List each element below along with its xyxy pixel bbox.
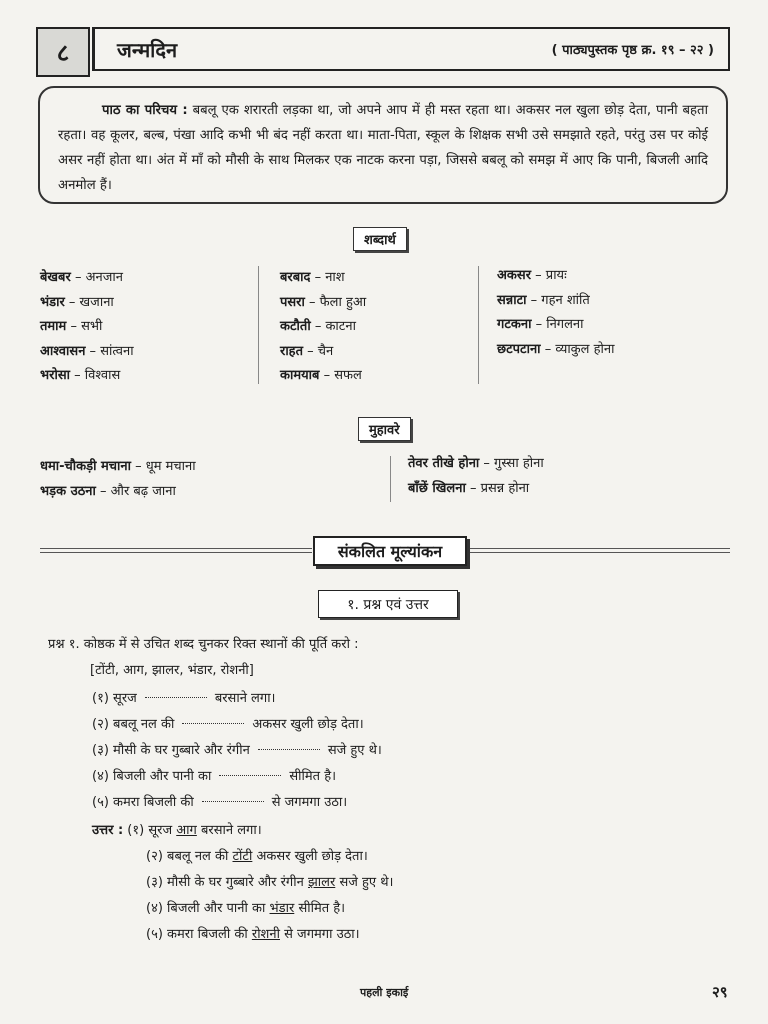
vocab-column-1 <box>40 266 134 389</box>
vocab-item: बेखबर – अनजान <box>40 270 123 285</box>
blank-sentence: (५) कमरा बिजली की से जगमगा उठा। <box>92 795 348 810</box>
chapter-title-box <box>92 27 730 71</box>
idiom-item: तेवर तीखे होना – गुस्सा होना <box>408 456 544 471</box>
chapter-number: ८ <box>36 27 90 77</box>
vocab-item: भरोसा – विश्वास <box>40 368 121 383</box>
answer-line: (४) बिजली और पानी का भंडार सीमित है। <box>146 901 346 916</box>
blank-sentence: (३) मौसी के घर गुब्बारे और रंगीन सजे हुए थे। <box>92 743 382 758</box>
chapter-title: जन्मदिन <box>117 37 178 62</box>
idioms-column-1 <box>40 454 196 504</box>
vocab-item: पसरा – फैला हुआ <box>280 294 367 310</box>
vocab-label: शब्दार्थ <box>353 227 407 251</box>
vocab-column-3 <box>497 264 614 362</box>
lesson-intro-box <box>38 86 728 204</box>
blank-sentence: (२) बबलू नल की अकसर खुली छोड़ देता। <box>92 717 364 732</box>
section-rule-right <box>468 548 730 553</box>
vocab-column-2 <box>280 266 366 389</box>
vocab-item: सन्नाटा – गहन शांति <box>497 292 590 308</box>
vocab-item: भंडार – खजाना <box>40 294 114 310</box>
vocab-item: अकसर – प्रायः <box>497 268 567 283</box>
vocab-divider <box>258 266 259 384</box>
vocab-item: गटकना – निगलना <box>497 317 584 332</box>
footer-unit: पहली इकाई <box>360 986 409 999</box>
idioms-column-2 <box>408 451 544 501</box>
answer-line: उत्तर : (१) सूरज आग बरसाने लगा। <box>92 823 262 838</box>
idioms-divider <box>390 456 391 502</box>
intro-label: पाठ का परिचय : <box>102 103 188 118</box>
section-rule-left <box>40 548 312 553</box>
vocab-item: बरबाद – नाश <box>280 270 345 285</box>
intro-text: बबलू एक शरारती लड़का था, जो अपने आप में ही मस्त रहता था। अकसर नल खुला छोड़ देता, पानी बहता रहता। वह कूलर, बल्ब, पंखा आदि कभी भी बंद नहीं करता था। माता-पिता, स्कूल के शिक्षक सभी उसे समझाते रहते, परंतु उस पर कोई असर नहीं होता था। अंत में माँ को मौसी के साथ मिलकर एक नाटक करना पड़ा, जिससे बबलू को समझ में आए कि पानी, बिजली आदि अनमोल हैं। <box>58 103 708 193</box>
idioms-label: मुहावरे <box>358 417 411 441</box>
vocab-item: कटौती – काटना <box>280 319 356 334</box>
blank-sentence: (४) बिजली और पानी का सीमित है। <box>92 769 337 784</box>
question-answer-label: १. प्रश्न एवं उत्तर <box>318 590 458 618</box>
page-reference: ( पाठ्यपुस्तक पृष्ठ क्र. १९ – २२ ) <box>551 43 714 58</box>
vocab-item: तमाम – सभी <box>40 319 103 334</box>
question-1: प्रश्न १. कोष्ठक में से उचित शब्द चुनकर रिक्त स्थानों की पूर्ति करो : <box>48 637 359 652</box>
idiom-item: भड़क उठना – और बढ़ जाना <box>40 484 176 499</box>
idiom-item: धमा-चौकड़ी मचाना – धूम मचाना <box>40 459 196 474</box>
blank-sentence: (१) सूरज बरसाने लगा। <box>92 691 276 706</box>
answer-line: (५) कमरा बिजली की रोशनी से जगमगा उठा। <box>146 927 360 942</box>
vocab-item: राहत – चैन <box>280 343 334 359</box>
vocab-item: छटपटाना – व्याकुल होना <box>497 341 615 357</box>
answer-line: (३) मौसी के घर गुब्बारे और रंगीन झालर सजे हुए थे। <box>146 875 394 890</box>
vocab-divider <box>478 266 479 384</box>
page-number: २९ <box>712 983 728 1001</box>
idiom-item: बाँछें खिलना – प्रसन्न होना <box>408 481 530 496</box>
vocab-item: आश्वासन – सांत्वना <box>40 343 134 359</box>
vocab-item: कामयाब – सफल <box>280 368 362 383</box>
word-options: [टोंटी, आग, झालर, भंडार, रोशनी] <box>90 663 254 678</box>
answer-line: (२) बबलू नल की टोंटी अकसर खुली छोड़ देता। <box>146 849 368 864</box>
assessment-label: संकलित मूल्यांकन <box>313 536 467 566</box>
